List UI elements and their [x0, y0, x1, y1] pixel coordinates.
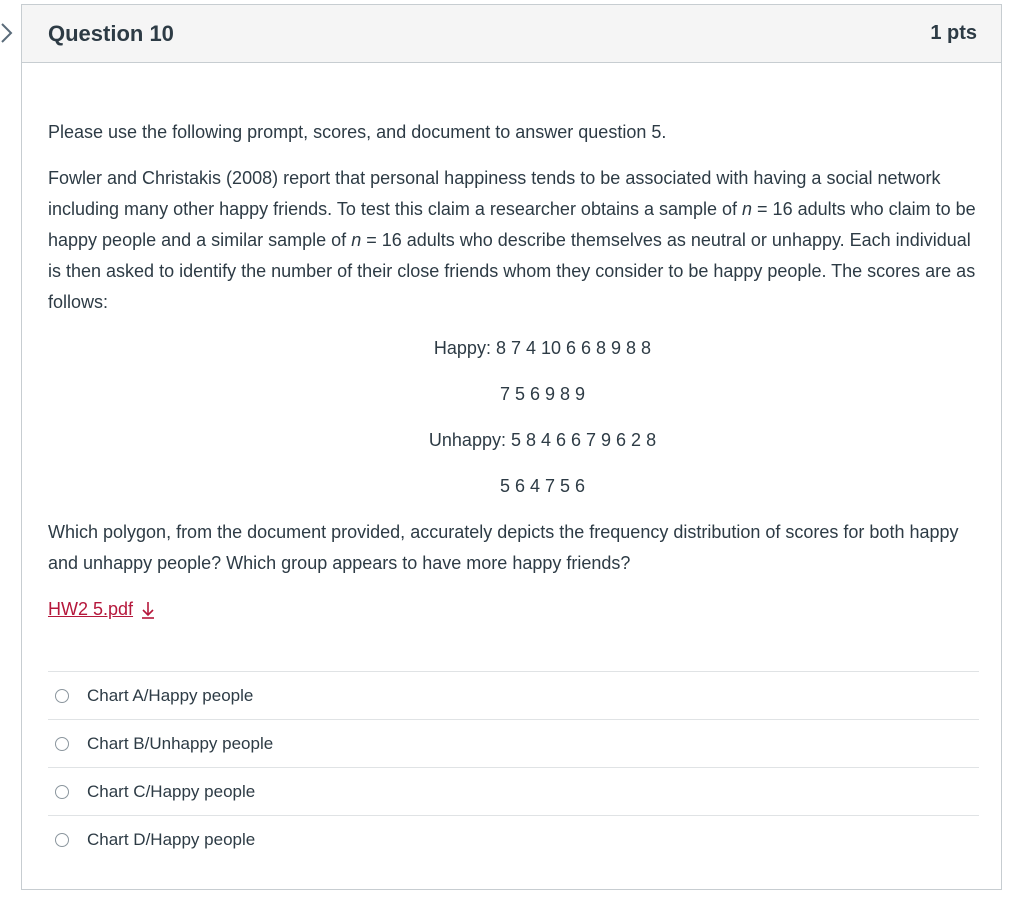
question-prompt [48, 163, 977, 318]
question-card [21, 4, 1002, 890]
prompt-text-1: Fowler and Christakis (2008) report that personal happiness tends to be associated with having a social network including many other happy friends. To test this claim a researcher obtains a sample of [48, 168, 941, 219]
answer-label: Chart A/Happy people [87, 685, 254, 705]
happy-scores-line-2: 7 5 6 9 8 9 [499, 384, 586, 404]
radio-button[interactable] [55, 689, 69, 703]
radio-button[interactable] [55, 737, 69, 751]
question-points: 1 pts [930, 22, 977, 44]
answer-label: Chart B/Unhappy people [87, 733, 274, 753]
download-icon[interactable] [139, 600, 157, 620]
n-symbol: n [351, 230, 362, 250]
question-title: Question 10 [48, 20, 174, 46]
question-header [22, 5, 1001, 63]
answer-option-c[interactable] [48, 767, 979, 815]
chevron-right-icon[interactable] [0, 22, 14, 44]
answer-label: Chart D/Happy people [87, 829, 256, 849]
unhappy-scores-line-1: Unhappy: 5 8 4 6 6 7 9 6 2 8 [428, 430, 657, 450]
answer-list [48, 671, 979, 863]
question-body [22, 63, 1001, 625]
question-intro: Please use the following prompt, scores, and document to answer question 5. [48, 122, 667, 142]
n-symbol: n [742, 199, 753, 219]
radio-button[interactable] [55, 833, 69, 847]
file-attachment [48, 594, 977, 625]
answer-option-a[interactable] [48, 671, 979, 719]
unhappy-scores-line-2: 5 6 4 7 5 6 [499, 476, 586, 496]
file-link[interactable] [48, 594, 157, 625]
answer-option-b[interactable] [48, 719, 979, 767]
question-ask: Which polygon, from the document provided, accurately depicts the frequency distribution of scores for both happy and unhappy people? Which group appears to have more happy friends? [48, 522, 959, 573]
prompt-text-2: = 16 adults who claim to be happy people and a similar sample of [48, 199, 976, 250]
radio-button[interactable] [55, 785, 69, 799]
answer-option-d[interactable] [48, 815, 979, 863]
answer-label: Chart C/Happy people [87, 781, 256, 801]
prompt-text-3: = 16 adults who describe themselves as neutral or unhappy. Each individual is then asked to identify the number of their close friends whom they consider to be happy people. The scores are as follows: [48, 230, 976, 312]
happy-scores-line-1: Happy: 8 7 4 10 6 6 8 9 8 8 [433, 338, 652, 358]
file-link-label: HW2 5.pdf [48, 599, 134, 619]
